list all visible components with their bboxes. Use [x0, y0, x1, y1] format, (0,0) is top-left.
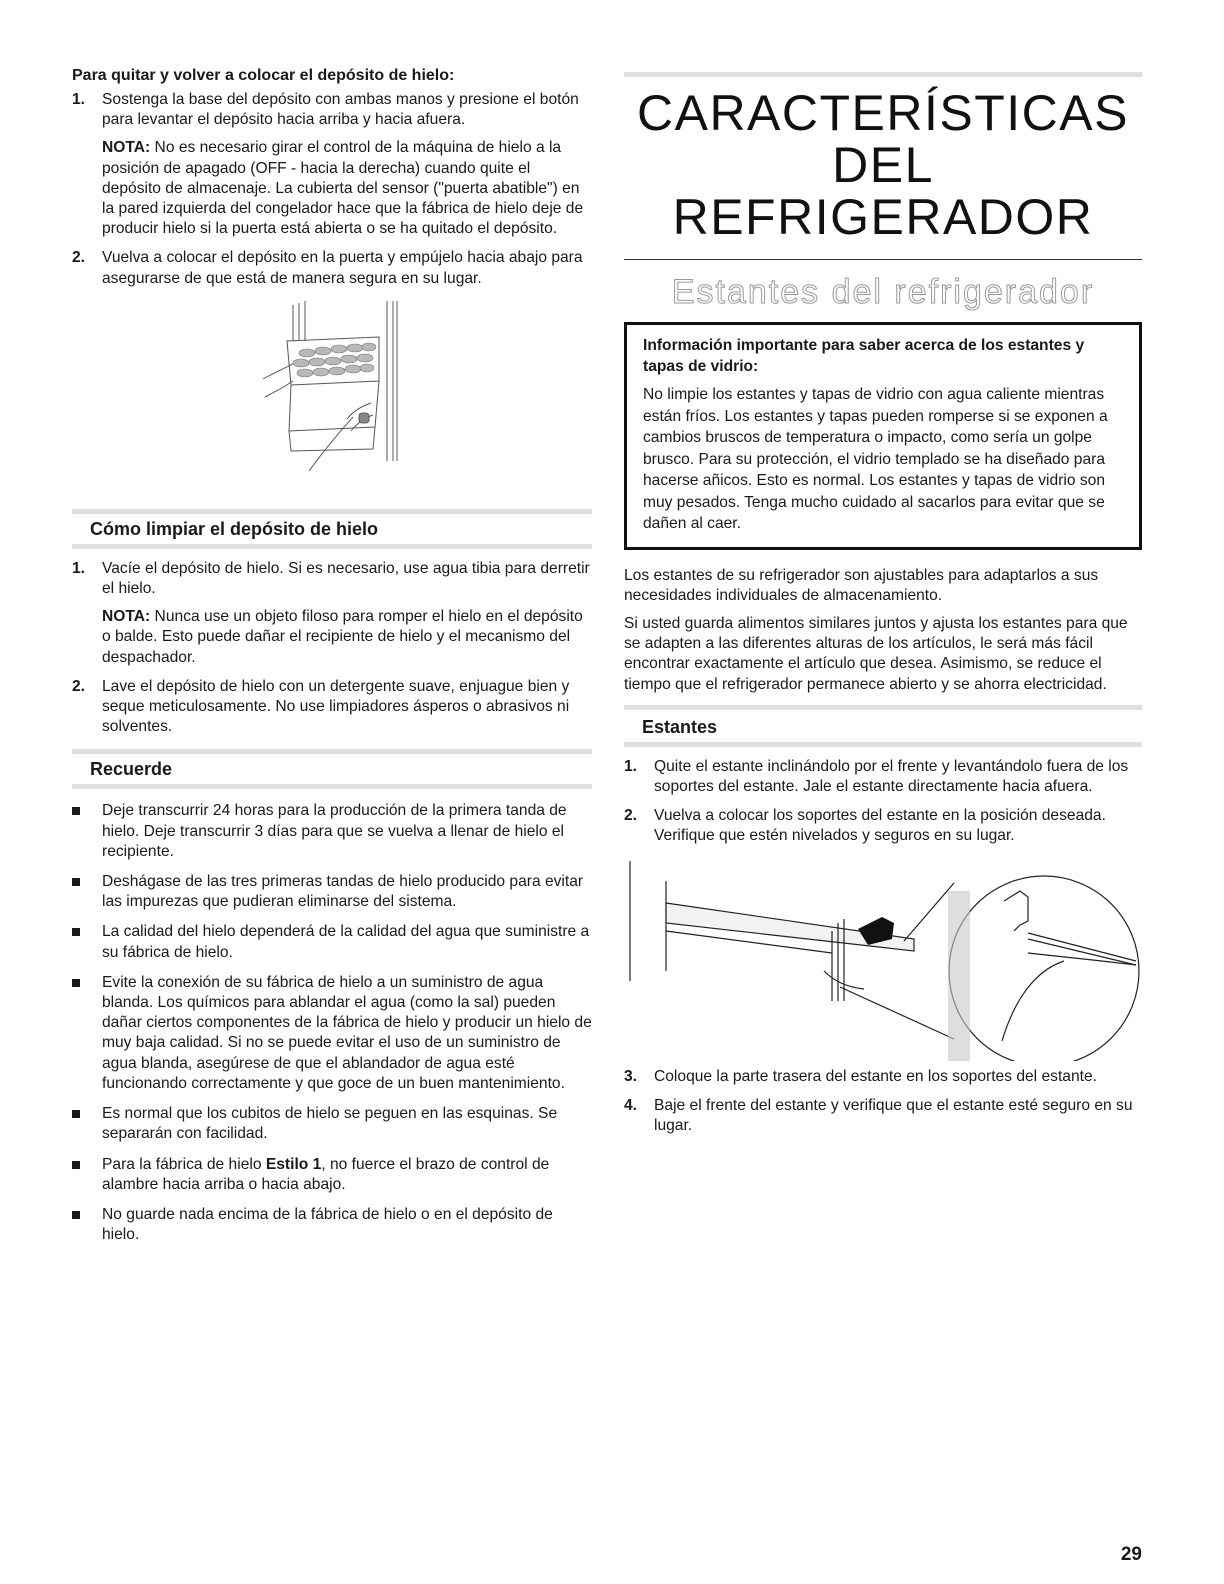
ice-bin-drawing: [247, 301, 477, 471]
bullet-item: [72, 973, 592, 1094]
right-column: [624, 0, 1142, 1136]
step-text: Quite el estante inclinándolo por el frente y levantándolo fuera de los soportes del estante. Jale el estante directamente hacia afuera.: [654, 757, 1129, 795]
ice-bin-illustration: [247, 301, 477, 471]
section-subtitle: Estantes del refrigerador: [671, 273, 1095, 311]
bullet-item: [72, 1205, 592, 1245]
bullet-text: Evite la conexión de su fábrica de hielo a un suministro de agua blanda. Los químicos para ablandar el agua (como la sal) pueden dañar ciertos componentes de la fábrica de hielo y producir un hielo de muy baja calidad. Si no se puede evitar el uso de un suministro de agua blanda, asegúrese de que el ablandador de agua esté funcionando correctamente y que goce de un buen mantenimiento.: [102, 973, 592, 1092]
bullet-item: [72, 872, 592, 912]
shelf-step-4: [624, 1096, 1142, 1136]
step-number: 4.: [624, 1096, 638, 1114]
step-text: Lave el depósito de hielo con un detergente suave, enjuague bien y seque meticulosamente. No use limpiadores ásperos o abrasivos ni solventes.: [102, 677, 570, 736]
bullet-text-part: Para la fábrica de hielo: [102, 1155, 266, 1173]
divider-top: [72, 509, 592, 514]
step-number: 3.: [624, 1067, 638, 1085]
note-text: Nunca use un objeto filoso para romper el hielo en el depósito o balde. Esto puede dañar el recipiente de hielo y el mecanismo del despachador.: [102, 608, 583, 666]
step-number: 1.: [72, 559, 86, 577]
intro-paragraph-1: Los estantes de su refrigerador son ajustables para adaptarlos a sus necesidades individuales de almacenamiento.: [624, 566, 1099, 604]
bullet-square-icon: [72, 1211, 80, 1219]
bullet-square-icon: [72, 1161, 80, 1169]
step-text: Baje el frente del estante y verifique que el estante esté seguro en su lugar.: [654, 1096, 1133, 1134]
note-text: No es necesario girar el control de la máquina de hielo a la posición de apagado (OFF - hacia la derecha) cuando quite el depósito de almacenaje. La cubierta del sensor ("puerta abatible") en la pared izquierda del congelador hace que la fábrica de hielo deje de producir hielo si la puerta está abierta o se ha quitado el depósito.: [102, 139, 584, 238]
bullet-item: [72, 1155, 592, 1195]
divider-top: [72, 749, 592, 754]
important-info-box: [624, 322, 1142, 550]
shelf-illustration: [624, 861, 1142, 1061]
step-text: Sostenga la base del depósito con ambas manos y presione el botón para levantar el depósito hacia arriba y hacia afuera.: [102, 91, 579, 129]
divider-bottom: [72, 784, 592, 789]
intro-paragraph-2: Si usted guarda alimentos similares juntos y ajusta los estantes para que se adapten a las diferentes alturas de los artículos, le será más fácil encontrar exactamente el artículo que desea. Asimismo, se reduce el tiempo que el refrigerador permanece abierto y se ahorra electricidad.: [624, 614, 1128, 693]
section-heading-clean-bin: Cómo limpiar el depósito de hielo: [90, 518, 379, 539]
bullet-item: [72, 922, 592, 962]
bullet-item: [72, 1104, 592, 1144]
bullet-square-icon: [72, 807, 80, 815]
left-column: [72, 0, 592, 1245]
bullet-text: Es normal que los cubitos de hielo se peguen en las esquinas. Se separarán con facilidad.: [102, 1105, 558, 1143]
step-number: 1.: [624, 757, 638, 775]
step-2-wash-bin: [72, 677, 592, 738]
step-text: Vacíe el depósito de hielo. Si es necesario, use agua tibia para derretir el hielo.: [102, 559, 590, 598]
recuerde-bullet-list: [72, 801, 592, 1245]
step-text: Vuelva a colocar el depósito en la puerta y empújelo hacia abajo para asegurarse de que está de manera segura en su lugar.: [102, 249, 583, 287]
note-label: NOTA:: [102, 608, 151, 626]
bullet-text: [102, 1155, 592, 1195]
step-text: Coloque la parte trasera del estante en los soportes del estante.: [654, 1067, 1097, 1085]
divider-top: [624, 705, 1142, 710]
bullet-item: [72, 801, 592, 862]
step-1-remove-bin: [72, 90, 592, 239]
bullet-text: Deshágase de las tres primeras tandas de hielo producido para evitar las impurezas que pudieran eliminarse del sistema.: [102, 873, 584, 911]
divider-bottom: [624, 742, 1142, 747]
step-2-replace-bin: [72, 248, 592, 288]
bullet-text-part: , no fuerce el brazo de control de alambre hacia arriba o hacia abajo.: [102, 1155, 550, 1193]
step-1-empty-bin: [72, 559, 592, 668]
step-number: 1.: [72, 91, 86, 108]
bullet-square-icon: [72, 928, 80, 936]
page-number: 29: [1120, 1544, 1142, 1565]
bullet-square-icon: [72, 878, 80, 886]
note-remove-bin: [102, 138, 592, 239]
shelf-step-2: [624, 806, 1142, 846]
bullet-text: No guarde nada encima de la fábrica de hielo o en el depósito de hielo.: [102, 1205, 553, 1244]
step-number: 2.: [72, 677, 86, 695]
title-divider: [624, 72, 1142, 77]
section-heading-estantes: Estantes: [642, 716, 718, 737]
divider-bottom: [72, 544, 592, 549]
shelf-step-3: [624, 1067, 1142, 1087]
section-heading-recuerde: Recuerde: [90, 759, 173, 780]
note-clean-bin: [102, 607, 592, 668]
page-title-line2: REFRIGERADOR: [672, 189, 1094, 245]
bullet-text-bold: Estilo 1: [265, 1155, 322, 1173]
step-text: Vuelva a colocar los soportes del estante en la posición deseada. Verifique que estén nivelados y seguros en su lugar.: [654, 807, 1106, 845]
info-box-text: No limpie los estantes y tapas de vidrio con agua caliente mientras están fríos. Los estantes y tapas pueden romperse si se exponen a cambios bruscos de temperatura o impacto, como sería un golpe brusco. Para su protección, el vidrio templado se ha diseñado para hacerse añicos. Esto es normal. Los estantes y tapas de vidrio son muy pesados. Tenga mucho cuidado al sacarlos para evitar que se dañen al caer.: [643, 386, 1108, 532]
shelf-step-1: [624, 757, 1142, 797]
step-number: 2.: [72, 249, 86, 267]
page-title-line1: CARACTERÍSTICAS DEL: [636, 85, 1129, 193]
note-label: NOTA:: [102, 139, 151, 157]
bullet-text: La calidad del hielo dependerá de la calidad del agua que suministre a su fábrica de hielo.: [102, 923, 590, 961]
title-rule: [624, 259, 1142, 260]
section-heading-remove-bin: Para quitar y volver a colocar el depósito de hielo:: [72, 67, 455, 84]
info-box-heading: Información importante para saber acerca de los estantes y tapas de vidrio:: [643, 337, 1085, 375]
bullet-square-icon: [72, 1110, 80, 1118]
wall-shading: [948, 891, 970, 1061]
bullet-square-icon: [72, 979, 80, 987]
shelf-drawing: [624, 861, 1142, 1061]
bullet-text: Deje transcurrir 24 horas para la producción de la primera tanda de hielo. Deje transcurrir 3 días para que se vuelva a llenar de hielo el recipiente.: [102, 802, 567, 860]
step-number: 2.: [624, 807, 638, 825]
